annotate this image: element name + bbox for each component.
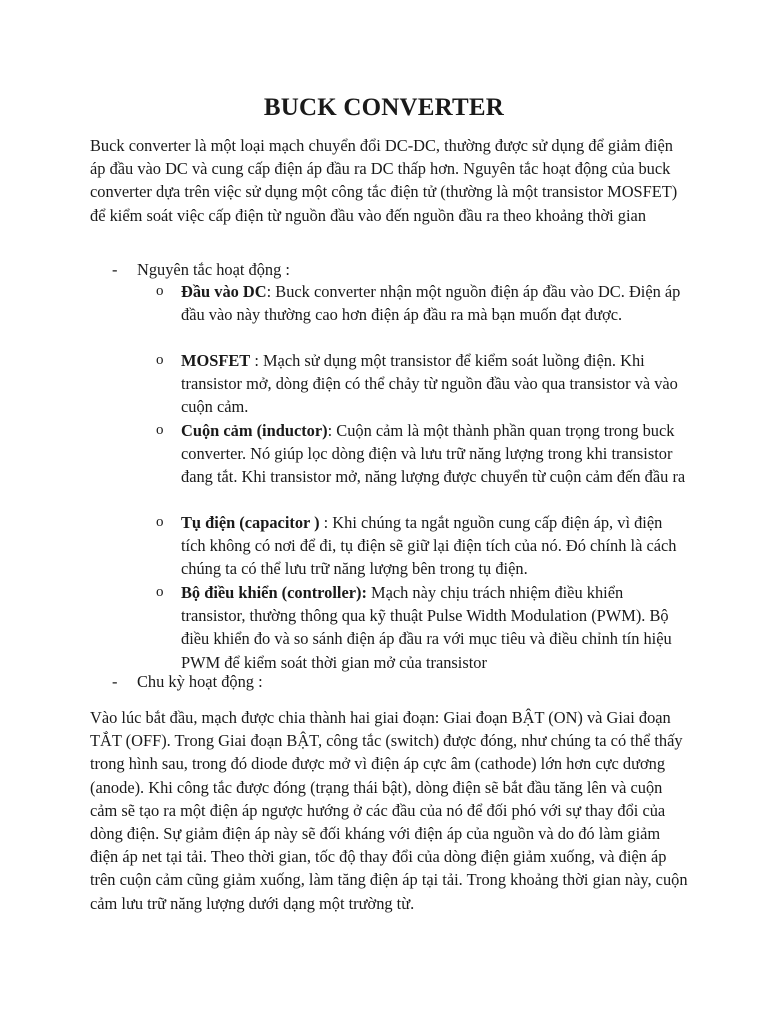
list-item-text: [181, 581, 686, 674]
component-desc: : Mạch sử dụng một transistor để kiểm soát luồng điện. Khi transistor mở, dòng điện có thể chảy từ nguồn đầu vào qua transistor và vào cuộn cảm.: [181, 351, 678, 417]
dash-marker: -: [112, 260, 118, 279]
cycle-heading: Chu kỳ hoạt động :: [137, 672, 263, 691]
component-term: Bộ điều khiển (controller):: [181, 583, 367, 602]
component-term: Đầu vào DC: [181, 282, 267, 301]
list-item-text: [181, 511, 686, 581]
bullet-marker: o: [156, 283, 164, 299]
principle-heading: Nguyên tắc hoạt động :: [137, 260, 290, 279]
component-term: Cuộn cảm (inductor): [181, 421, 328, 440]
bullet-marker: o: [156, 514, 164, 530]
component-term: Tụ điện (capacitor ): [181, 513, 320, 532]
component-desc: Mạch này chịu trách nhiệm điều khiển transistor, thường thông qua kỹ thuật Pulse Width Modulation (PWM). Bộ điều khiển đo và so sánh điện áp đầu ra với mục tiêu và điều chỉnh tín hiệu PWM để kiểm soát thời gian mở của transistor: [181, 583, 672, 672]
bullet-marker: o: [156, 584, 164, 600]
component-desc: : Khi chúng ta ngắt nguồn cung cấp điện áp, vì điện tích không có nơi để đi, tụ điện sẽ giữ lại điện tích của nó. Đó chính là cách chúng ta có thể lưu trữ năng lượng bên trong tụ điện.: [181, 513, 677, 579]
bullet-marker: o: [156, 352, 164, 368]
cycle-paragraph: Vào lúc bắt đầu, mạch được chia thành hai giai đoạn: Giai đoạn BẬT (ON) và Giai đoạn TẮT (OFF). Trong Giai đoạn BẬT, công tắc (switch) được đóng, như chúng ta có thể thấy trong hình sau, trong đó diode được mở vì điện áp cực âm (cathode) lớn hơn cực dương (anode). Khi công tắc được đóng (trạng thái bật), dòng điện sẽ bắt đầu tăng lên và cuộn cảm sẽ tạo ra một điện áp ngược hướng ở các đầu của nó để đối phó với sự thay đổi của dòng điện. Sự giảm điện áp này sẽ đối kháng với điện áp của nguồn và do đó làm giảm điện áp net tại tải. Theo thời gian, tốc độ thay đổi của dòng điện giảm xuống, và điện áp trên cuộn cảm cũng giảm xuống, làm tăng điện áp tại tải. Trong khoảng thời gian này, cuộn cảm lưu trữ năng lượng dưới dạng một trường từ.: [90, 708, 688, 913]
dash-marker: -: [112, 672, 118, 691]
document-title: BUCK CONVERTER: [263, 94, 505, 121]
component-term: MOSFET: [181, 351, 251, 370]
component-desc: : Cuộn cảm là một thành phần quan trọng trong buck converter. Nó giúp lọc dòng điện và lưu trữ năng lượng trong khi transistor đang tắt. Khi transistor mở, năng lượng được chuyển từ cuộn cảm đến đầu ra: [181, 421, 686, 487]
intro-paragraph: Buck converter là một loại mạch chuyển đổi DC-DC, thường được sử dụng để giảm điện áp đầu vào DC và cung cấp điện áp đầu ra DC thấp hơn. Nguyên tắc hoạt động của buck converter dựa trên việc sử dụng một công tắc điện tử (thường là một transistor MOSFET) để kiểm soát việc cấp điện từ nguồn đầu vào đến nguồn đầu ra theo khoảng thời gian: [90, 136, 678, 225]
list-item-text: [181, 349, 686, 419]
list-item-text: [181, 419, 686, 489]
list-item-text: [181, 280, 686, 326]
bullet-marker: o: [156, 422, 164, 438]
component-desc: : Buck converter nhận một nguồn điện áp đầu vào DC. Điện áp đầu vào này thường cao hơn điện áp đầu ra mà bạn muốn đạt được.: [181, 282, 681, 325]
